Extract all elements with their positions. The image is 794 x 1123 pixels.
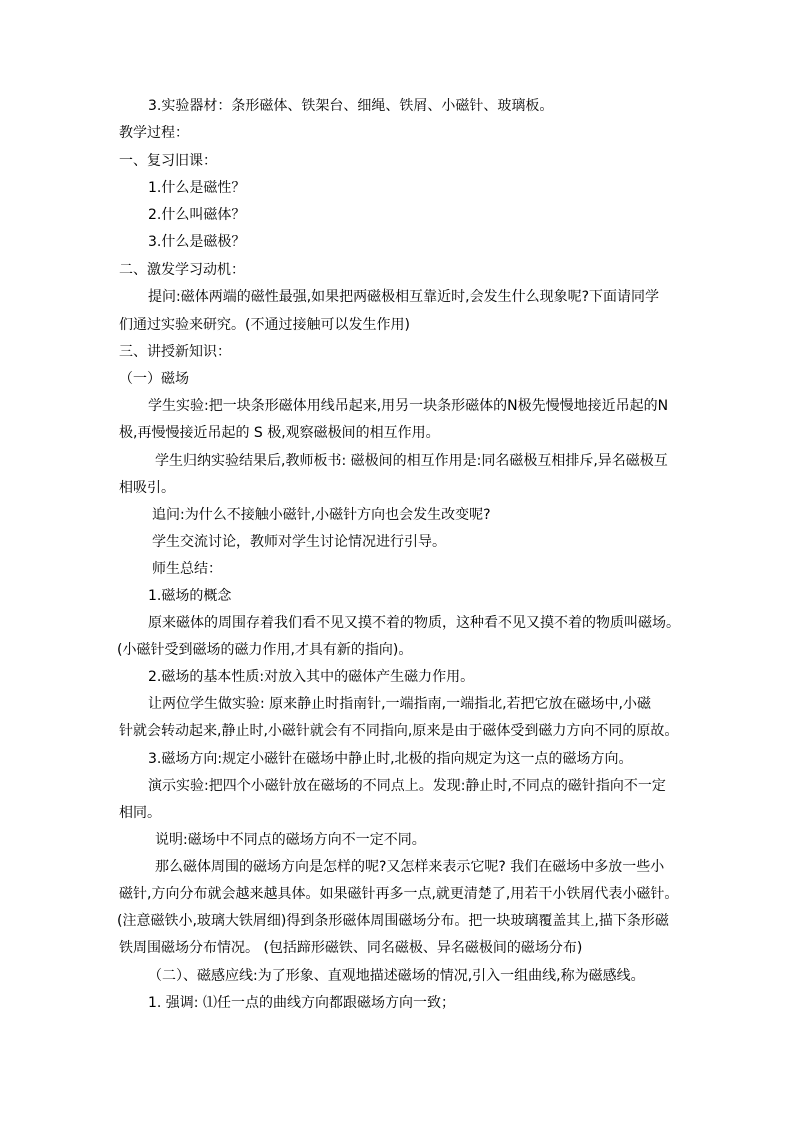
text-line-20: 原来磁体的周围存着我们看不见又摸不着的物质，这种看不见又摸不着的物质叫磁场。 — [148, 615, 680, 631]
text-line-29: 那么磁体周围的磁场方向是怎样的呢?又怎样来表示它呢? 我们在磁场中多放一些小 — [155, 859, 665, 875]
text-line-4: 1.什么是磁性？ — [148, 180, 246, 196]
text-line-28: 说明:磁场中不同点的磁场方向不一定不同。 — [155, 832, 426, 848]
text-line-26: 演示实验:把四个小磁针放在磁场的不同点上。发现:静止时,不同点的磁针指向不一定 — [148, 778, 666, 794]
text-line-18: 师生总结： — [152, 561, 222, 577]
text-line-25: 3.磁场方向:规定小磁针在磁场中静止时,北极的指向规定为这一点的磁场方向。 — [148, 751, 633, 767]
text-line-13: 极,再慢慢接近吊起的 S 极,观察磁极间的相互作用。 — [119, 425, 440, 441]
text-line-24: 针就会转动起来,静止时,小磁针就会有不同指向,原来是由于磁体受到磁力方向不同的原故。 — [119, 723, 679, 739]
text-line-15: 相吸引。 — [119, 480, 175, 496]
text-line-31: (注意磁铁小,玻璃大铁屑细)得到条形磁体周围磁场分布。把一块玻璃覆盖其上,描下条形磁 — [117, 913, 669, 929]
text-line-32: 铁周围磁场分布情况。 (包括蹄形磁铁、同名磁极、异名磁极间的磁场分布) — [119, 940, 583, 956]
text-line-19: 1.磁场的概念 — [148, 588, 232, 604]
text-line-11: （一）磁场 — [119, 371, 189, 387]
text-line-21: (小磁针受到磁场的磁力作用,才具有新的指向)。 — [117, 642, 413, 658]
text-line-14: 学生归纳实验结果后,教师板书: 磁极间的相互作用是:同名磁极互相排斥,异名磁极互 — [155, 453, 668, 469]
text-line-33: （二）、磁感应线:为了形象、直观地描述磁场的情况,引入一组曲线,称为磁感线。 — [148, 968, 645, 984]
text-line-5: 2.什么叫磁体？ — [148, 207, 246, 223]
text-line-27: 相同。 — [119, 805, 161, 821]
text-line-8: 提问:磁体两端的磁性最强,如果把两磁极相互靠近时,会发生什么现象呢?下面请同学 — [148, 289, 660, 305]
text-line-17: 学生交流讨论，教师对学生讨论情况进行引导。 — [152, 534, 446, 550]
text-line-3: 一、复习旧课： — [119, 153, 217, 169]
text-line-16: 追问:为什么不接触小磁针,小磁针方向也会发生改变呢? — [152, 507, 491, 523]
text-line-10: 三、讲授新知识： — [119, 344, 231, 360]
text-line-2: 教学过程： — [119, 125, 189, 141]
text-line-34: 1. 强调: ⑴任一点的曲线方向都跟磁场方向一致； — [148, 995, 455, 1011]
text-line-7: 二、激发学习动机： — [119, 262, 245, 278]
text-line-23: 让两位学生做实验: 原来静止时指南针,一端指南,一端指北,若把它放在磁场中,小磁 — [148, 696, 651, 712]
text-line-12: 学生实验:把一块条形磁体用线吊起来,用另一块条形磁体的N极先慢慢地接近吊起的N — [148, 398, 669, 414]
text-line-6: 3.什么是磁极？ — [148, 234, 246, 250]
text-line-1: 3.实验器材：条形磁体、铁架台、细绳、铁屑、小磁针、玻璃板。 — [148, 98, 554, 114]
text-line-22: 2.磁场的基本性质:对放入其中的磁体产生磁力作用。 — [148, 669, 475, 685]
text-line-9: 们通过实验来研究。(不通过接触可以发生作用) — [119, 317, 410, 333]
text-line-30: 磁针,方向分布就会越来越具体。如果磁针再多一点,就更清楚了,用若干小铁屑代表小磁针。 — [119, 886, 679, 902]
